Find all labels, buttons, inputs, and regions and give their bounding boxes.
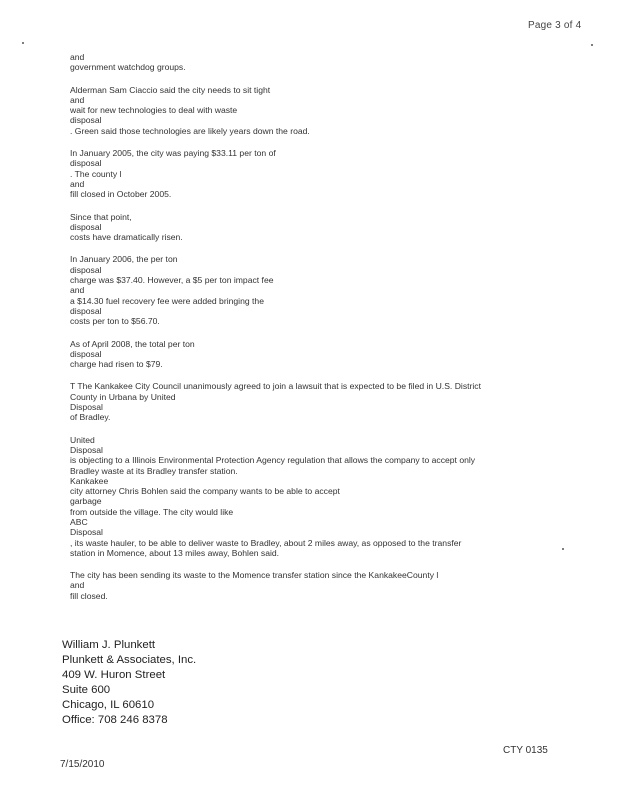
body-line: Disposal xyxy=(70,444,103,455)
signature-name: William J. Plunkett xyxy=(62,639,156,651)
paragraph-gap xyxy=(70,327,481,339)
body-line: In January 2006, the per ton xyxy=(70,254,178,265)
paragraph-gap xyxy=(70,369,481,381)
body-line: disposal xyxy=(70,158,102,169)
body-line: disposal xyxy=(70,115,102,126)
paragraph-gap xyxy=(70,242,481,254)
signature-suite: Suite 600 xyxy=(62,684,111,696)
body-line: Kankakee xyxy=(70,475,109,486)
signature-company: Plunkett & Associates, Inc. xyxy=(62,654,197,666)
body-line: charge had risen to $79. xyxy=(70,359,163,370)
scan-speck xyxy=(22,42,24,44)
bates-number: CTY 0135 xyxy=(503,745,548,756)
body-line: and xyxy=(70,178,85,189)
paragraph-gap xyxy=(70,423,481,435)
body-line: ABC xyxy=(70,516,88,527)
body-line: As of April 2008, the total per ton xyxy=(70,338,195,349)
body-line: disposal xyxy=(70,305,102,316)
body-line: , its waste hauler, to be able to deliver waste to Bradley, about 2 miles away, as opposed to the transfer xyxy=(70,537,462,548)
body-line: city attorney Chris Bohlen said the company wants to be able to accept xyxy=(70,486,340,497)
scan-speck xyxy=(562,548,564,550)
scan-speck xyxy=(591,44,593,46)
paragraph-gap xyxy=(70,558,481,570)
signature-street: 409 W. Huron Street xyxy=(62,669,166,681)
body-line: Bradley waste at its Bradley transfer station. xyxy=(70,465,238,476)
body-line: is objecting to a Illinois Environmental Protection Agency regulation that allows the company to accept only xyxy=(70,455,476,466)
body-line: . The county l xyxy=(70,168,122,179)
body-line: charge was $37.40. However, a $5 per ton impact fee xyxy=(70,275,274,286)
body-line: Alderman Sam Ciaccio said the city needs to sit tight xyxy=(70,84,271,95)
body-line: of Bradley. xyxy=(70,412,111,423)
signature-city: Chicago, IL 60610 xyxy=(62,699,155,711)
body-line: a $14.30 fuel recovery fee were added bringing the xyxy=(70,295,264,306)
body-line: fill closed. xyxy=(70,590,108,601)
body-line: and xyxy=(70,52,85,62)
print-date: 7/15/2010 xyxy=(60,759,105,770)
paragraph-gap xyxy=(70,200,481,212)
signature-block xyxy=(62,638,196,728)
paragraph-gap xyxy=(70,73,481,85)
body-line: costs have dramatically risen. xyxy=(70,232,183,243)
body-line: Disposal xyxy=(70,402,103,413)
body-line: In January 2005, the city was paying $33.11 per ton of xyxy=(70,148,276,159)
signature-office-phone: Office: 708 246 8378 xyxy=(62,714,168,726)
paragraph-gap xyxy=(70,136,481,148)
body-line: . Green said those technologies are likely years down the road. xyxy=(70,125,310,136)
body-line: fill closed in October 2005. xyxy=(70,189,172,200)
body-line: County in Urbana by United xyxy=(70,391,176,402)
body-line: disposal xyxy=(70,221,102,232)
body-line: T The Kankakee City Council unanimously agreed to join a lawsuit that is expected to be filed in U.S. District xyxy=(70,381,481,392)
body-line: and xyxy=(70,285,85,296)
body-line: garbage xyxy=(70,496,102,507)
body-line: disposal xyxy=(70,264,102,275)
body-line: station in Momence, about 13 miles away, Bohlen said. xyxy=(70,547,280,558)
body-line: The city has been sending its waste to the Momence transfer station since the KankakeeCounty l xyxy=(70,570,439,581)
body-line: United xyxy=(70,434,95,445)
article-body xyxy=(70,52,481,601)
body-line: wait for new technologies to deal with waste xyxy=(70,105,238,116)
body-line: costs per ton to $56.70. xyxy=(70,316,160,327)
body-line: Since that point, xyxy=(70,211,132,222)
body-line: from outside the village. The city would like xyxy=(70,506,234,517)
body-line: and xyxy=(70,94,85,105)
body-line: Disposal xyxy=(70,527,103,538)
body-line: government watchdog groups. xyxy=(70,62,186,73)
body-line: and xyxy=(70,580,85,591)
page-number: Page 3 of 4 xyxy=(528,20,582,31)
body-line: disposal xyxy=(70,348,102,359)
